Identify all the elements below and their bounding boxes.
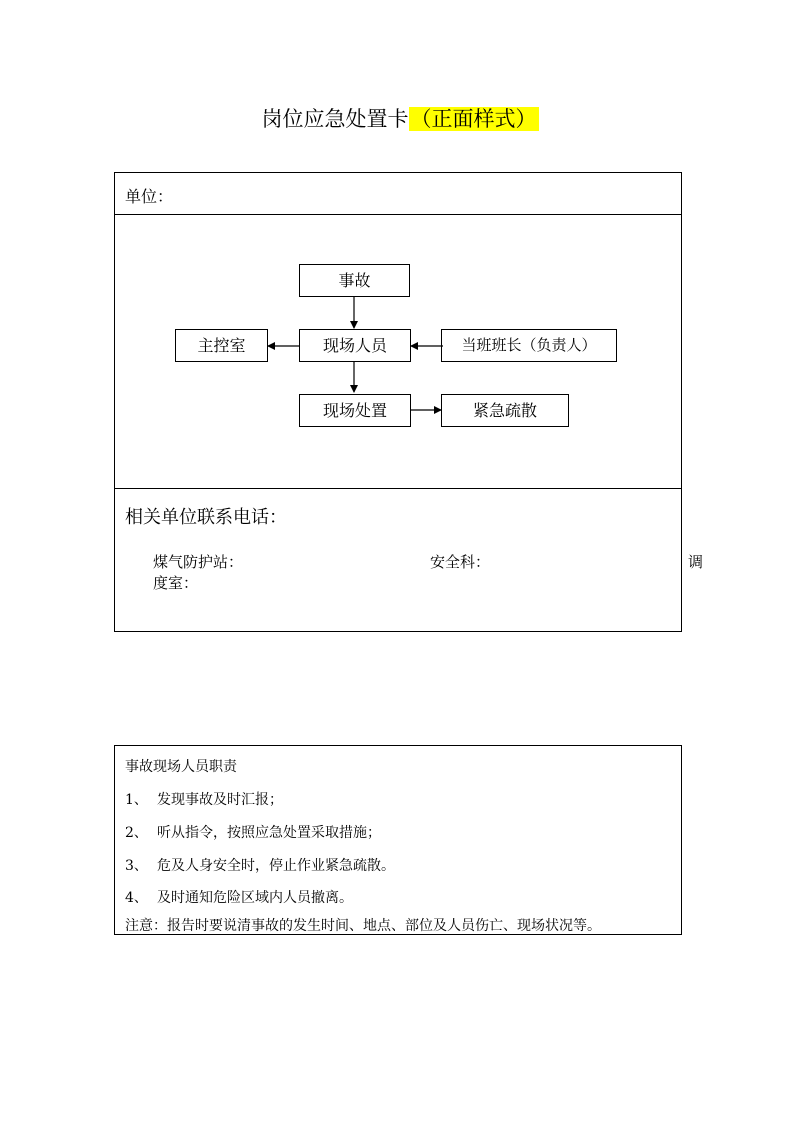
duties-title: 事故现场人员职责 (125, 759, 237, 775)
contact-section (115, 489, 704, 632)
title-main: 岗位应急处置卡 (261, 107, 409, 131)
duty-text: 危及人身安全时，停止作业紧急疏散。 (157, 858, 395, 874)
title-highlight: （正面样式） (410, 107, 537, 131)
box-main-control: 主控室 (175, 329, 268, 362)
duty-text: 及时通知危险区域内人员撤离。 (157, 890, 353, 906)
duty-item (125, 789, 283, 809)
box-shift-leader: 当班班长（负责人） (441, 329, 617, 362)
duty-item (125, 822, 381, 842)
unit-row (115, 173, 681, 215)
box-evacuation: 紧急疏散 (441, 394, 569, 427)
duty-text: 听从指令，按照应急处置采取措施； (157, 825, 381, 841)
box-onsite-handling: 现场处置 (299, 394, 411, 427)
duty-num: 4、 (125, 890, 148, 906)
box-onsite-staff: 现场人员 (299, 329, 411, 362)
contact-dispatch-part1: 调 (688, 553, 704, 571)
duty-item (125, 855, 395, 875)
duty-text: 发现事故及时汇报； (157, 792, 283, 808)
duty-num: 2、 (125, 825, 148, 841)
duties-card (114, 745, 682, 935)
page-title (0, 104, 800, 134)
duties-note: 注意：报告时要说清事故的发生时间、地点、部位及人员伤亡、现场状况等。 (125, 918, 601, 934)
contact-dispatch-part2: 度室： (153, 574, 199, 592)
contact-title: 相关单位联系电话： (125, 507, 287, 528)
duty-item (125, 887, 353, 907)
duty-num: 1、 (125, 792, 148, 808)
flowchart (115, 215, 681, 489)
emergency-card (114, 172, 704, 632)
duty-num: 3、 (125, 858, 148, 874)
contact-gas-station: 煤气防护站： (153, 553, 244, 571)
box-accident: 事故 (299, 264, 410, 297)
contact-safety-dept: 安全科： (430, 553, 491, 571)
unit-label: 单位： (125, 187, 174, 206)
